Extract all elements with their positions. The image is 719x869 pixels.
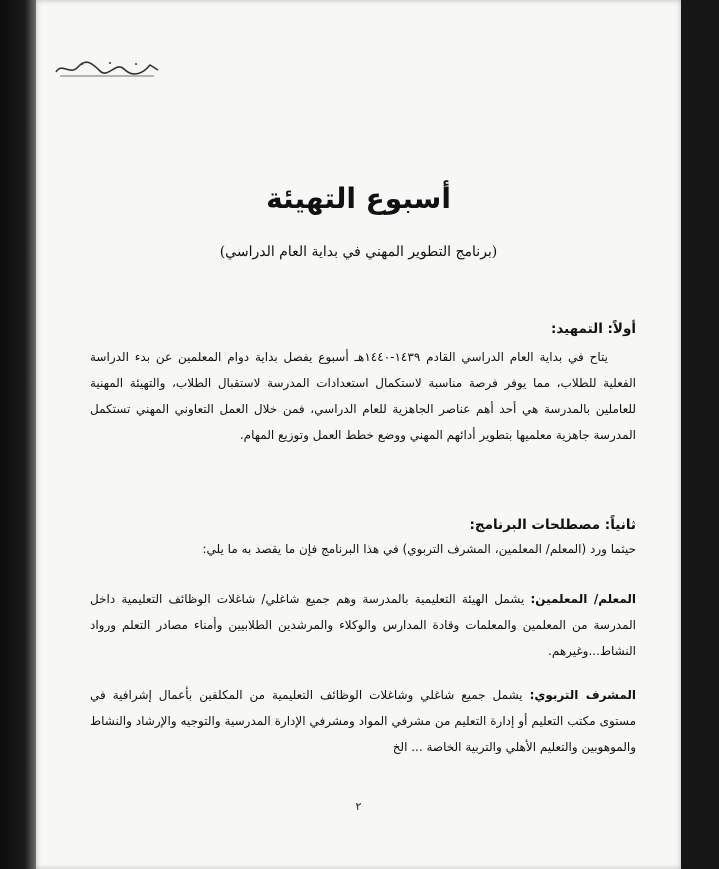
section2-intro: حيثما ورد (المعلم/ المعلمين، المشرف التربوي) في هذا البرنامج فإن ما يقصد به ما يلي: [202, 542, 636, 556]
term-supervisor-definition: يشمل جميع شاغلي وشاغلات الوظائف التعليمية من المكلفين بأعمال إشرافية في مستوى مكتب التعليم أو إدارة التعليم من مشرفي المواد ومشرفي الإدارة المدرسية والتوجيه والإرشاد والنشاط والموهوبين والتعليم الأهلي والتربية الخاصة ... الخ [90, 688, 636, 754]
page-number: ٢ [355, 800, 362, 813]
term-supervisor-label: المشرف التربوي: [529, 688, 637, 702]
document-subtitle: (برنامج التطوير المهني في بداية العام الدراسي) [219, 244, 498, 260]
term-teachers-definition: يشمل الهيئة التعليمية بالمدرسة وهم جميع شاغلي/ شاغلات الوظائف التعليمية داخل المدرسة من المعلمين والمعلمات وقادة المدارس والوكلاء والمرشدين الطلابيين وأمناء مصادر التعلم ورواد النشاط...وغيرهم. [90, 592, 636, 658]
section1-paragraph [90, 344, 636, 448]
scan-left-border [0, 0, 36, 869]
term-teachers [90, 586, 636, 664]
section1-paragraph-text: يتاح في بداية العام الدراسي القادم ١٤٣٩-١٤٤٠هـ أسبوع يفصل بداية دوام المعلمين عن بدء الدراسة الفعلية للطلاب، مما يوفر فرصة مناسبة لاستكمال استعدادات المدرسة لاستقبال الطلاب، والتهيئة المهنية للعاملين بالمدرسة هي أحد أهم عناصر الجاهزية للعام الدراسي، فمن خلال العمل التعاوني المهني تستكمل المدرسة جاهزية معلميها بتطوير أدائهم المهني ووضع خطط العمل وتوزيع المهام. [90, 350, 636, 442]
document-page [36, 0, 681, 869]
section1-heading: أولاً: التمهيد: [550, 321, 636, 337]
document-title: أسبوع التهيئة [266, 182, 451, 215]
term-supervisor [90, 682, 636, 760]
ministry-logo [52, 58, 162, 80]
term-teachers-label: المعلم/ المعلمين: [530, 592, 636, 606]
section2-heading: ثانياً: مصطلحات البرنامج: [469, 517, 636, 533]
scan-right-border [681, 0, 719, 869]
